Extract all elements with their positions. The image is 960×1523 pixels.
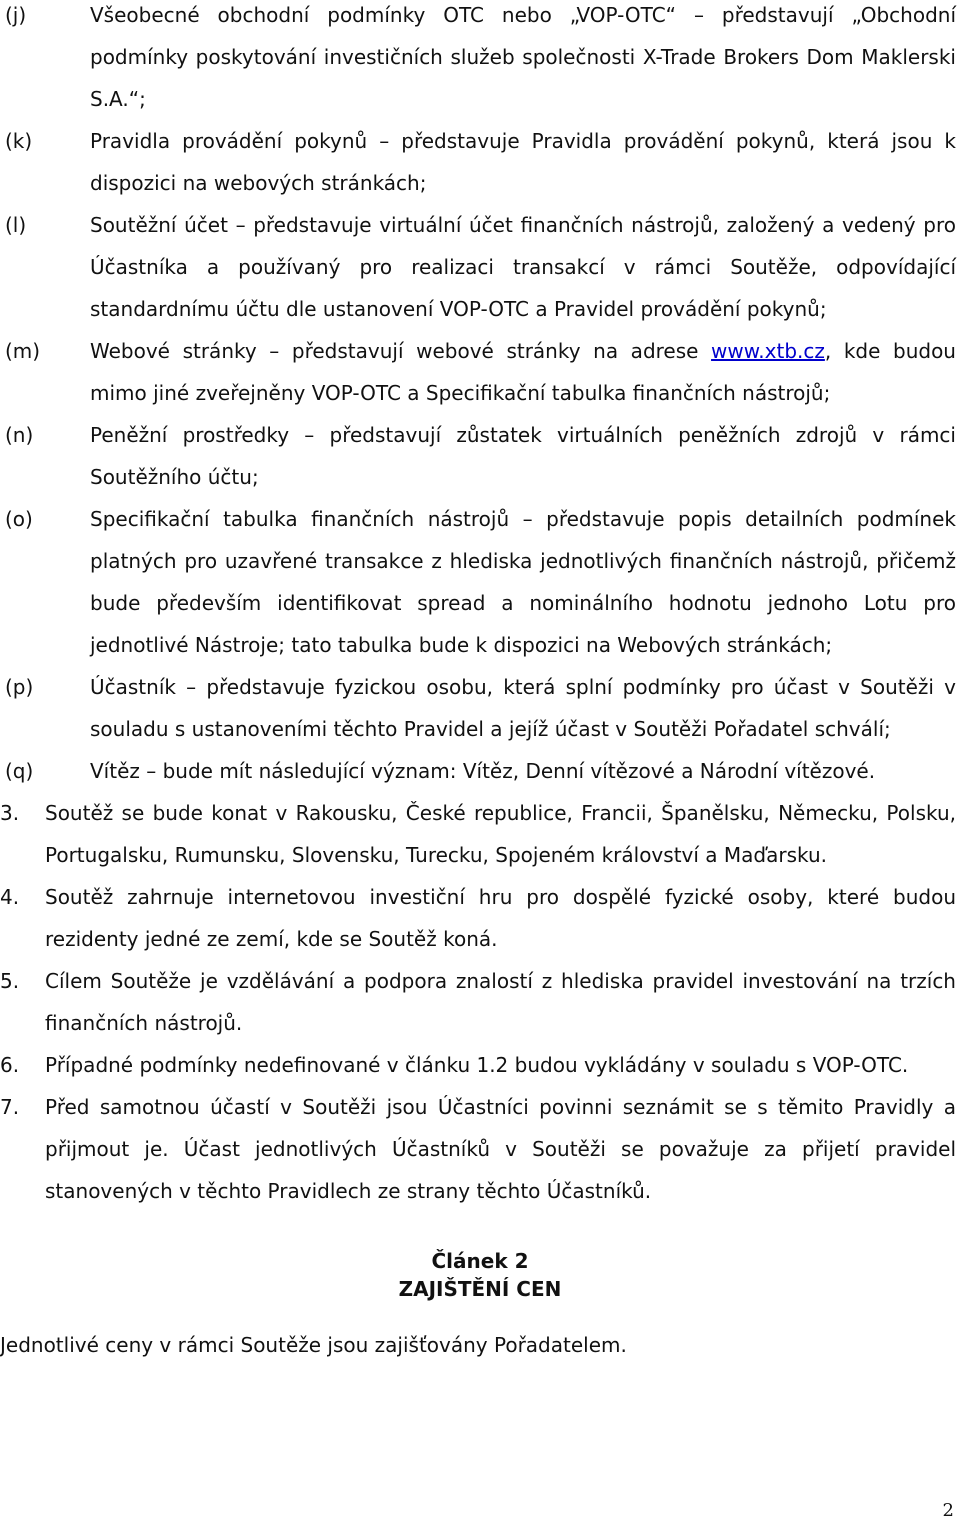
item-text: Vítěz – bude mít následující význam: Vítěz, Denní vítězové a Národní vítězové. xyxy=(90,759,876,783)
point-4 xyxy=(0,876,960,960)
point-number: 3. xyxy=(0,801,20,825)
point-5 xyxy=(0,960,960,1044)
point-text: Soutěž se bude konat v Rakousku, České republice, Francii, Španělsku, Německu, Polsku, Portugalsku, Rumunsku, Slovensku, Turecku, Spojeném království a Maďarsku. xyxy=(45,801,956,867)
definition-item-j xyxy=(0,0,960,120)
numbered-points-list xyxy=(0,792,960,1212)
item-text-before-link: Webové stránky – představují webové stránky na adrese xyxy=(90,339,712,363)
item-marker: (o) xyxy=(5,507,33,531)
definition-item-o xyxy=(0,498,960,666)
point-3 xyxy=(0,792,960,876)
item-marker: (q) xyxy=(5,759,34,783)
point-number: 6. xyxy=(0,1053,20,1077)
point-text: Cílem Soutěže je vzdělávání a podpora znalostí z hlediska pravidel investování na trzích finančních nástrojů. xyxy=(45,969,956,1035)
point-text: Soutěž zahrnuje internetovou investiční hru pro dospělé fyzické osoby, které budou rezidenty jedné ze zemí, kde se Soutěž koná. xyxy=(45,885,956,951)
point-number: 4. xyxy=(0,885,20,909)
definition-item-n xyxy=(0,414,960,498)
item-marker: (k) xyxy=(5,129,33,153)
item-text: Specifikační tabulka finančních nástrojů – představuje popis detailních podmínek platných pro uzavřené transakce z hlediska jednotlivých finančních nástrojů, přičemž bude především identifikovat spread a nominálního hodnotu jednoho Lotu pro jednotlivé Nástroje; tato tabulka bude k dispozici na Webových stránkách; xyxy=(90,507,956,657)
item-text: Všeobecné obchodní podmínky OTC nebo „VOP-OTC“ – představují „Obchodní podmínky poskytování investičních služeb společnosti X-Trade Brokers Dom Maklerski S.A.“; xyxy=(90,3,956,111)
point-6 xyxy=(0,1044,960,1086)
item-marker: (l) xyxy=(5,213,27,237)
definition-item-p xyxy=(0,666,960,750)
definition-item-q xyxy=(0,750,960,792)
item-marker: (p) xyxy=(5,675,34,699)
item-text: Pravidla provádění pokynů – představuje Pravidla provádění pokynů, která jsou k dispozici na webových stránkách; xyxy=(90,129,956,195)
item-marker: (j) xyxy=(5,3,27,27)
item-text: Soutěžní účet – představuje virtuální účet finančních nástrojů, založený a vedený pro Účastníka a používaný pro realizaci transakcí v rámci Soutěže, odpovídající standardnímu účtu dle ustanovení VOP-OTC a Pravidel provádění pokynů; xyxy=(90,213,956,321)
closing-paragraph: Jednotlivé ceny v rámci Soutěže jsou zajišťovány Pořadatelem. xyxy=(0,1333,627,1357)
point-number: 5. xyxy=(0,969,20,993)
article-number: Článek 2 xyxy=(431,1249,529,1273)
point-text: Případné podmínky nedefinované v článku 1.2 budou vykládány v souladu s VOP-OTC. xyxy=(45,1053,909,1077)
item-text-after-link: , kde budou mimo jiné zveřejněny VOP-OTC a Specifikační tabulka finančních nástrojů; xyxy=(90,339,956,405)
point-text: Před samotnou účastí v Soutěži jsou Účastníci povinni seznámit se s těmito Pravidly a přijmout je. Účast jednotlivých Účastníků v Soutěži se považuje za přijetí pravidel stanovených v těchto Pravidlech ze strany těchto Účastníků. xyxy=(45,1095,956,1203)
item-marker: (n) xyxy=(5,423,34,447)
page-number: 2 xyxy=(942,1500,954,1521)
item-text: Účastník – představuje fyzickou osobu, která splní podmínky pro účast v Soutěži v souladu s ustanoveními těchto Pravidel a jejíž účast v Soutěži Pořadatel schválí; xyxy=(90,675,956,741)
point-number: 7. xyxy=(0,1095,20,1119)
point-7 xyxy=(0,1086,960,1212)
article-title: ZAJIŠTĚNÍ CEN xyxy=(398,1277,562,1301)
definition-item-l xyxy=(0,204,960,330)
definition-item-m xyxy=(0,330,960,414)
item-marker: (m) xyxy=(5,339,41,363)
website-link[interactable]: www.xtb.cz xyxy=(711,339,825,363)
definition-item-k xyxy=(0,120,960,204)
item-text: Peněžní prostředky – představují zůstatek virtuálních peněžních zdrojů v rámci Soutěžního účtu; xyxy=(90,423,956,489)
